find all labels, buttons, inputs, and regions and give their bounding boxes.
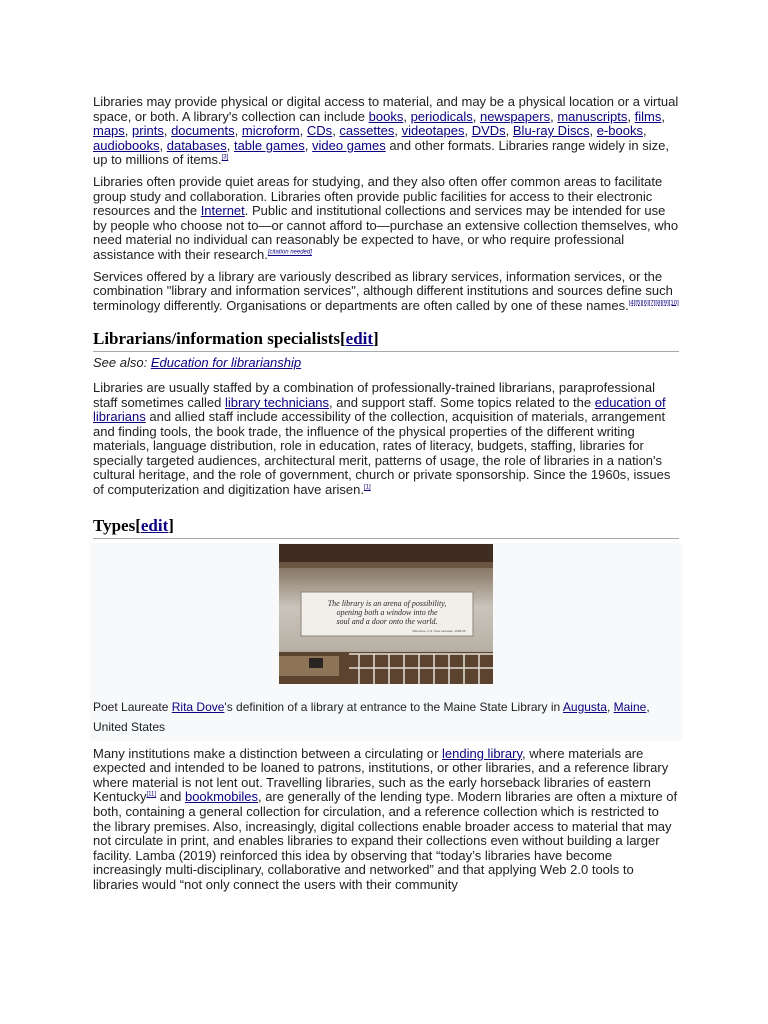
- edit-bracket-close: ]: [373, 329, 379, 349]
- heading-text: Types: [93, 515, 136, 535]
- librarians-paragraph: [93, 381, 679, 498]
- link-bookmobiles[interactable]: bookmobiles: [184, 789, 258, 805]
- citation-link[interactable]: [3]: [221, 155, 229, 162]
- link-education-of-librarians[interactable]: education of librarians: [93, 394, 666, 425]
- library-entrance-photo[interactable]: [279, 544, 493, 684]
- link-e-books[interactable]: e-books: [596, 123, 643, 139]
- text: ,: [606, 699, 614, 714]
- link-library-technicians[interactable]: library technicians: [224, 394, 330, 410]
- citation-links[interactable]: [4][5][6][7][8][9][10]: [628, 300, 679, 307]
- link-books[interactable]: books: [368, 108, 404, 124]
- link-blu-ray-discs[interactable]: Blu-ray Discs: [512, 123, 590, 139]
- link-newspapers[interactable]: newspapers: [479, 108, 551, 124]
- link-prints[interactable]: prints: [132, 123, 164, 139]
- edit-bracket-open: [: [135, 515, 141, 535]
- text: Many institutions make a distinction between a circulating or: [93, 745, 443, 761]
- figure-caption: [93, 697, 679, 737]
- citation-ref: [146, 792, 156, 798]
- edit-bracket-close: ]: [168, 515, 174, 535]
- text: Libraries may provide physical or digital access to material, and may be a physical location or a virtual space, or both. A library's collection can include: [93, 94, 679, 124]
- link-cds[interactable]: CDs: [306, 123, 333, 139]
- text: Services offered by a library are variously described as library services, information services, or the combination "library and information services", although different institutions and sources define such terminology differently. Organisations or departments are often called by one of these names.: [93, 268, 673, 313]
- link-maine[interactable]: Maine: [613, 699, 647, 714]
- section-heading-librarians: [93, 329, 679, 352]
- text: and: [156, 789, 185, 805]
- link-table-games[interactable]: table games: [233, 137, 305, 153]
- link-microform[interactable]: microform: [241, 123, 300, 139]
- intro-paragraph-3: [93, 270, 679, 314]
- citation-link[interactable]: [1]: [364, 484, 371, 491]
- figure: [90, 543, 682, 741]
- link-documents[interactable]: documents: [171, 123, 235, 139]
- link-internet[interactable]: Internet: [200, 203, 245, 219]
- types-paragraph: [93, 747, 679, 893]
- text: . Public and institutional collections and services may be intended for use by people who choose not to—or cannot afford to—purchase an extensive collection themselves, who need material no individual can reasonably be expected to have, or who require professional assistance with their research.: [93, 203, 679, 262]
- link-periodicals[interactable]: periodicals: [410, 108, 473, 124]
- text: , where materials are expected and intended to be loaned to patrons, institutions, or other libraries, and a reference library where material is not lent out. Travelling libraries, such as the early horseback libraries of eastern Kentucky: [93, 745, 669, 805]
- edit-section-link[interactable]: edit: [345, 329, 374, 349]
- hatnote-prefix: See also:: [93, 355, 151, 371]
- text: and other formats. Libraries range widely in size, up to millions of items.: [93, 137, 669, 168]
- see-also-hatnote: [93, 356, 679, 371]
- text: , United States: [93, 699, 650, 734]
- intro-paragraph-2: [93, 175, 679, 263]
- link-manuscripts[interactable]: manuscripts: [557, 108, 628, 124]
- text: Poet Laureate: [93, 699, 172, 714]
- link-video-games[interactable]: video games: [312, 137, 386, 153]
- citation-ref: [364, 485, 371, 491]
- text: , and support staff. Some topics related to the: [329, 394, 595, 410]
- edit-section-link[interactable]: edit: [140, 515, 169, 535]
- link-education-for-librarianship[interactable]: Education for librarianship: [150, 355, 302, 371]
- citation-link[interactable]: [11]: [146, 792, 157, 799]
- link-cassettes[interactable]: cassettes: [339, 123, 395, 139]
- text: Libraries often provide quiet areas for studying, and they also often offer common areas to facilitate group study and collaboration. Libraries often provide public facilities for access to their electronic resources and the: [93, 173, 663, 219]
- article-body: [93, 95, 679, 900]
- sign-attribution: Rita Dove, U.S. Poet Laureate, 1993-95: [412, 628, 466, 633]
- sign-line-1: The library is an arena of possibility,: [327, 598, 447, 608]
- citation-ref: [222, 155, 229, 161]
- link-augusta[interactable]: Augusta: [562, 699, 607, 714]
- sign-line-3: soul and a door onto the world.: [336, 616, 438, 626]
- text: and allied staff include accessibility of the collection, acquisition of materials, arrangement and finding tools, the book trade, the influence of the physical properties of the different writing materials, language distribution, role in education, rates of literacy, budgets, staffing, libraries for specially targeted audiences, architectural merit, patterns of usage, the role of libraries in a nation's cultural heritage, and the role of government, church or private sponsorship. Since the 1960s, issues of computerization and digitization have arisen.: [93, 409, 671, 498]
- text: , are generally of the lending type. Modern libraries are often a mixture of both, containing a general collection for circulation, and a reference collection which is restricted to the library premises. Also, increasingly, digital collections enable broader access to material that may not circulate in print, and enables libraries to expand their collections even without building a larger facility. Lamba (2019) reinforced this idea by observing that “today’s libraries have become increasingly multi-disciplinary, collaborative and networked” and that applying Web 2.0 tools to libraries would “not only connect the users with their community: [93, 789, 678, 892]
- intro-paragraph-1: Libraries may provide physical or digital access to material, and may be a physical location or a virtual space, or both. A library's collection can include books, periodicals, newspapers, manuscripts, films, maps, prints, documents, microform, CDs, cassettes, videotapes, DVDs, Blu-ray Discs, e-books, audiobooks, databases, table games, video games and other formats. Libraries range widely in size, up to millions of items.[3]: [93, 94, 679, 168]
- text: 's definition of a library at entrance to the Maine State Library in: [224, 699, 563, 714]
- link-maps[interactable]: maps: [93, 123, 125, 139]
- link-videotapes[interactable]: videotapes: [401, 123, 465, 139]
- citation-needed-tag: [268, 250, 312, 256]
- citation-needed-link[interactable]: [citation needed]: [267, 249, 312, 256]
- sign-line-2: opening both a window into the: [336, 607, 438, 617]
- link-databases[interactable]: databases: [166, 137, 227, 153]
- link-films[interactable]: films: [634, 108, 662, 124]
- link-dvds[interactable]: DVDs: [471, 123, 506, 139]
- link-rita-dove[interactable]: Rita Dove: [171, 699, 225, 714]
- link-audiobooks[interactable]: audiobooks: [93, 137, 160, 153]
- section-heading-types: [93, 516, 679, 539]
- text: Libraries are usually staffed by a combination of professionally-trained librarians, paraprofessional staff sometimes called: [93, 379, 655, 410]
- edit-bracket-open: [: [339, 329, 346, 349]
- heading-text: Librarians/information specialists: [93, 329, 340, 349]
- link-lending-library[interactable]: lending library: [442, 745, 522, 761]
- citation-refs: [629, 300, 679, 306]
- photo-illustration: [279, 544, 493, 684]
